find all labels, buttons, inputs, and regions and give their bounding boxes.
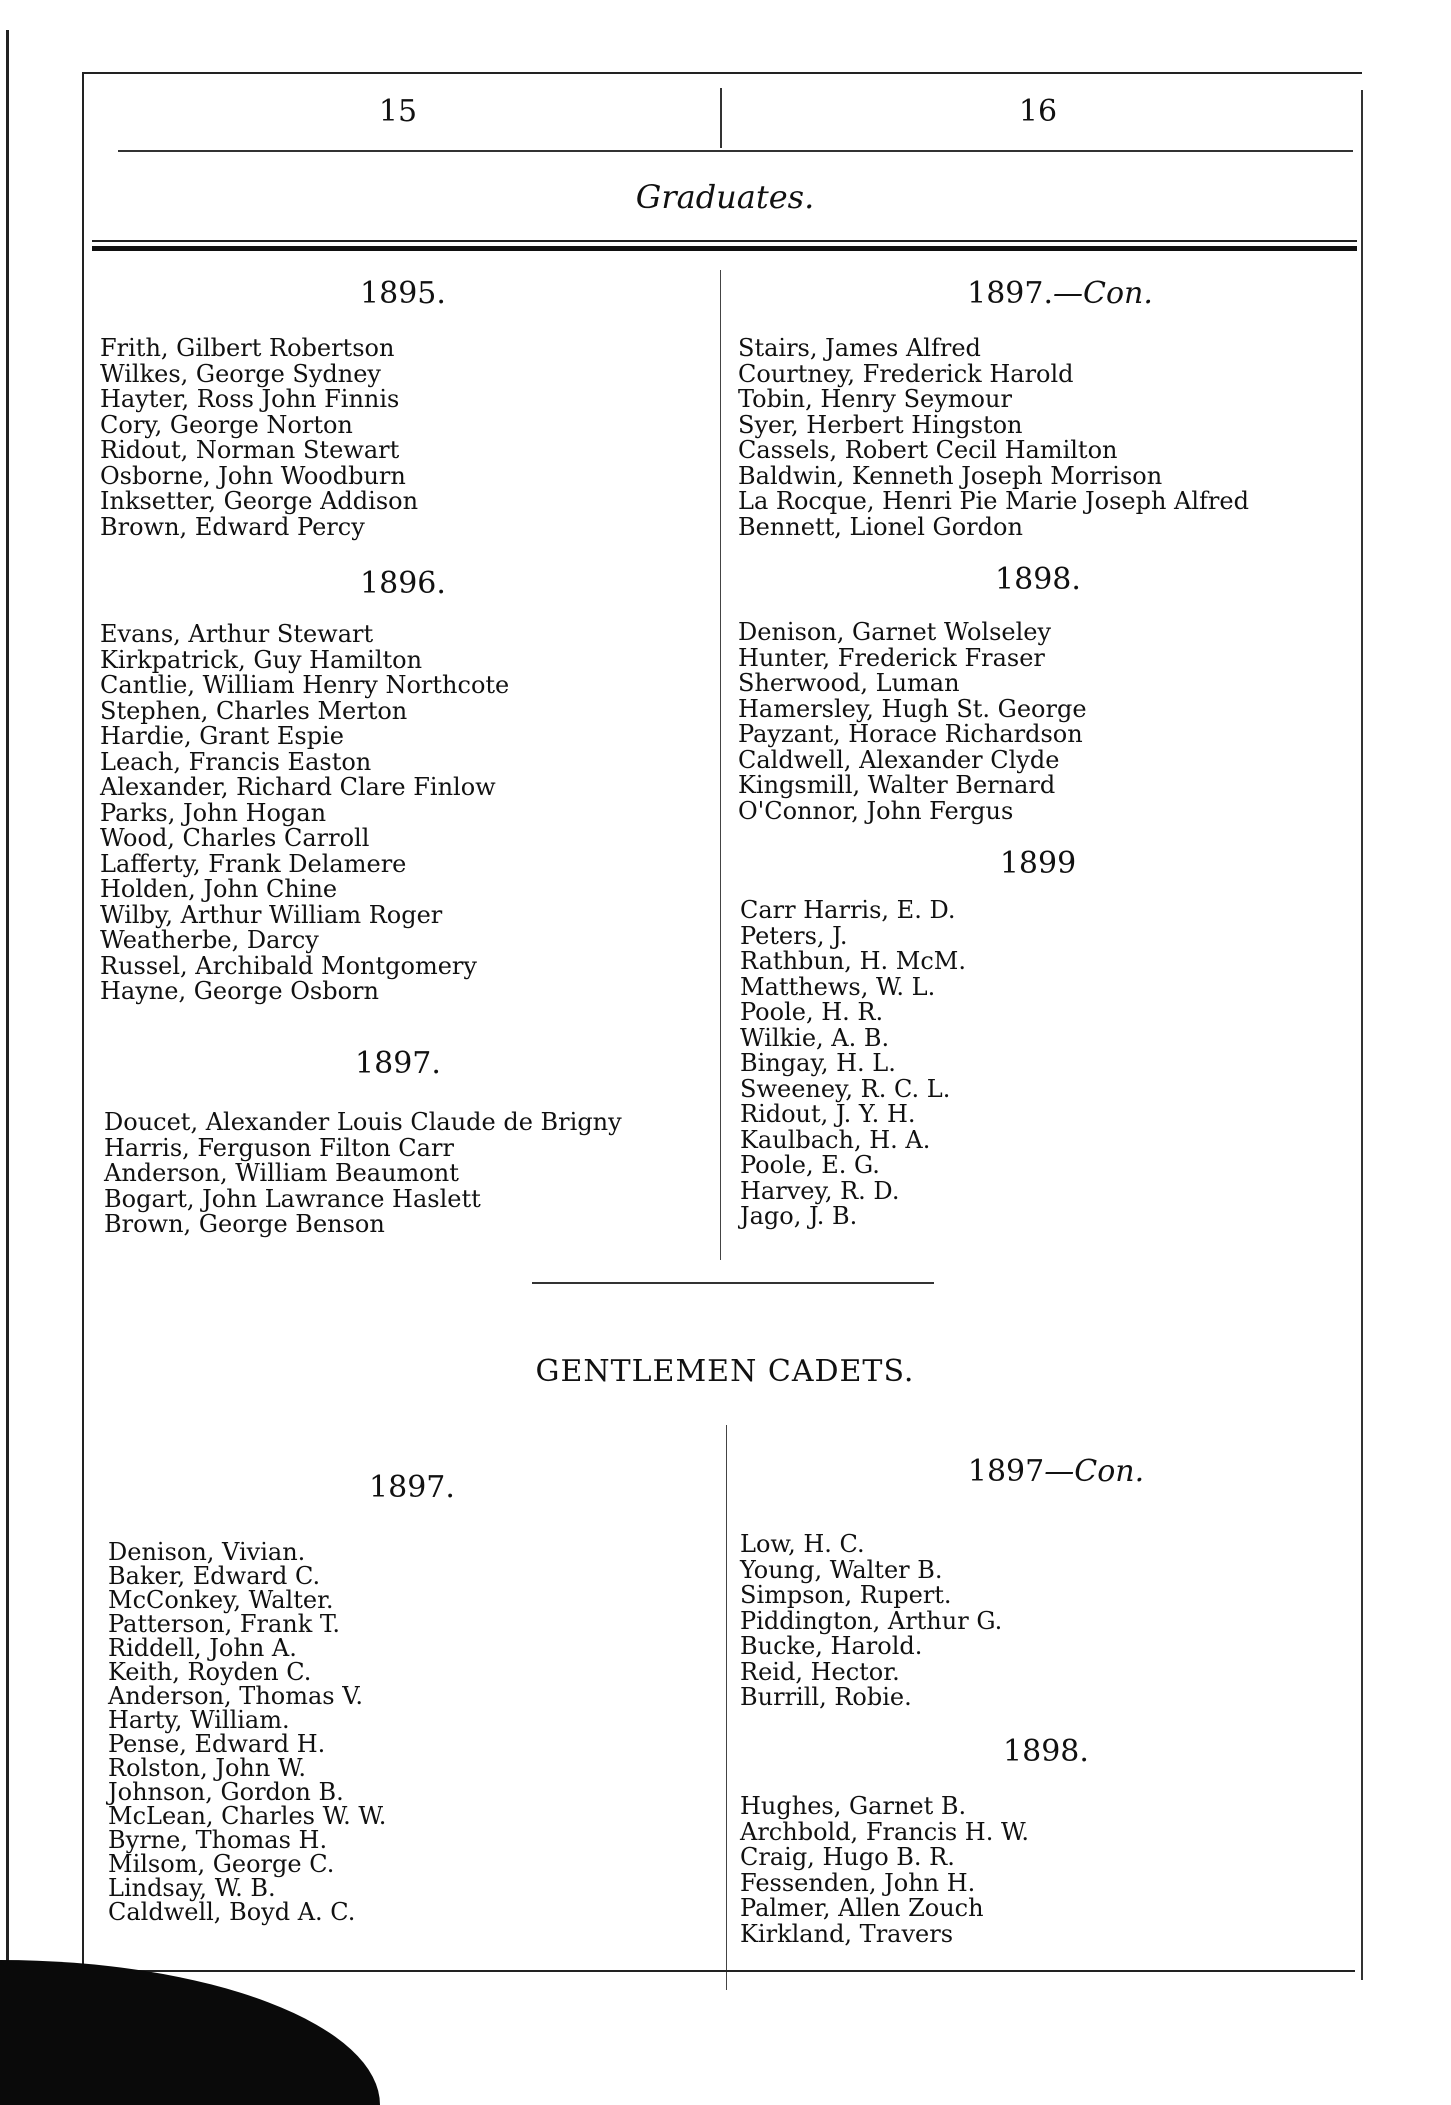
name-list xyxy=(100,622,509,1005)
list-item: Lafferty, Frank Delamere xyxy=(100,849,407,878)
year-heading xyxy=(876,1454,1236,1489)
name-list xyxy=(738,336,1249,540)
year-label: 1897 xyxy=(967,1454,1045,1489)
year-heading xyxy=(880,276,1240,311)
list-item: Baldwin, Kenneth Joseph Morrison xyxy=(738,461,1163,490)
list-item: Bennett, Lionel Gordon xyxy=(738,512,1023,541)
list-item: Byrne, Thomas H. xyxy=(108,1826,328,1854)
list-item: Sweeney, R. C. L. xyxy=(740,1074,951,1103)
list-item: Keith, Royden C. xyxy=(108,1658,312,1686)
list-item: Cantlie, William Henry Northcote xyxy=(100,671,510,699)
list-item: Rolston, John W. xyxy=(108,1754,307,1782)
list-item: Syer, Herbert Hingston xyxy=(738,410,1023,439)
section-separator xyxy=(532,1282,934,1284)
list-item: Poole, E. G. xyxy=(740,1151,880,1179)
frame-right-rule xyxy=(1361,90,1363,1980)
list-item: Tobin, Henry Seymour xyxy=(738,385,1012,413)
list-item: Fessenden, John H. xyxy=(740,1868,976,1897)
year-label: 1897. xyxy=(967,276,1053,311)
list-item: Kirkpatrick, Guy Hamilton xyxy=(100,645,423,674)
list-item: Kaulbach, H. A. xyxy=(740,1125,931,1154)
list-item: Stairs, James Alfred xyxy=(738,334,981,362)
name-list xyxy=(100,336,418,540)
header-divider xyxy=(720,88,722,148)
year-heading: 1899 xyxy=(999,846,1077,881)
cadets-title: GENTLEMEN CADETS. xyxy=(535,1354,915,1389)
list-item: Wilby, Arthur William Roger xyxy=(100,900,443,929)
list-item: Young, Walter B. xyxy=(740,1555,943,1584)
list-item: Anderson, William Beaumont xyxy=(104,1159,459,1187)
list-item: Denison, Garnet Wolseley xyxy=(738,618,1052,646)
graduates-column-divider xyxy=(720,270,721,1260)
cadets-column-divider xyxy=(726,1425,727,1990)
list-item: Ridout, Norman Stewart xyxy=(100,436,400,464)
list-item: Denison, Vivian. xyxy=(108,1538,306,1566)
year-heading: 1898. xyxy=(1003,1734,1089,1769)
year-heading: 1897. xyxy=(369,1470,455,1505)
list-item: Peters, J. xyxy=(740,921,848,950)
list-item: Simpson, Rupert. xyxy=(740,1581,952,1609)
list-item: Johnson, Gordon B. xyxy=(108,1778,344,1806)
list-item: Riddell, John A. xyxy=(108,1634,297,1662)
name-list xyxy=(740,1532,1002,1711)
list-item: Baker, Edward C. xyxy=(108,1562,321,1590)
list-item: Wood, Charles Carroll xyxy=(100,824,370,852)
list-item: Carr Harris, E. D. xyxy=(740,896,956,924)
frame-top-rule xyxy=(82,72,1362,74)
name-list xyxy=(108,1540,386,1924)
name-list xyxy=(740,898,966,1230)
list-item: Cassels, Robert Cecil Hamilton xyxy=(738,436,1118,464)
list-item: Sherwood, Luman xyxy=(738,669,960,697)
year-heading: 1898. xyxy=(995,562,1081,597)
list-item: Ridout, J. Y. H. xyxy=(740,1100,916,1128)
page-number-right: 16 xyxy=(1018,94,1058,129)
page-number-left: 15 xyxy=(378,94,418,129)
list-item: Kirkland, Travers xyxy=(740,1919,954,1948)
list-item: Holden, John Chine xyxy=(100,875,338,903)
list-item: Anderson, Thomas V. xyxy=(108,1682,363,1710)
list-item: Palmer, Allen Zouch xyxy=(740,1894,984,1922)
list-item: Bogart, John Lawrance Haslett xyxy=(104,1184,481,1213)
list-item: Inksetter, George Addison xyxy=(100,487,419,515)
list-item: McConkey, Walter. xyxy=(108,1586,334,1614)
list-item: O'Connor, John Fergus xyxy=(738,796,1014,825)
list-item: Archbold, Francis H. W. xyxy=(740,1817,1030,1846)
header-rule xyxy=(118,150,1353,152)
list-item: Stephen, Charles Merton xyxy=(100,696,408,725)
list-item: Doucet, Alexander Louis Claude de Brigny xyxy=(104,1108,622,1136)
continued-label: —Con. xyxy=(1044,1454,1145,1489)
list-item: Matthews, W. L. xyxy=(740,972,936,1001)
list-item: Pense, Edward H. xyxy=(108,1730,326,1758)
list-item: Milsom, George C. xyxy=(108,1850,335,1878)
list-item: Payzant, Horace Richardson xyxy=(738,720,1083,748)
list-item: Brown, George Benson xyxy=(104,1210,385,1238)
list-item: Harty, William. xyxy=(108,1706,290,1734)
list-item: Hayne, George Osborn xyxy=(100,977,379,1005)
list-item: Rathbun, H. McM. xyxy=(740,947,966,975)
list-item: Parks, John Hogan xyxy=(100,798,327,827)
list-item: Leach, Francis Easton xyxy=(100,747,372,776)
list-item: Caldwell, Alexander Clyde xyxy=(738,745,1060,774)
double-rule-thick xyxy=(92,246,1357,251)
name-list xyxy=(740,1794,1029,1947)
name-list xyxy=(104,1110,622,1238)
list-item: Piddington, Arthur G. xyxy=(740,1606,1003,1635)
list-item: Alexander, Richard Clare Finlow xyxy=(100,773,496,801)
year-heading: 1895. xyxy=(360,276,446,311)
list-item: Harris, Ferguson Filton Carr xyxy=(104,1133,454,1162)
list-item: Hayter, Ross John Finnis xyxy=(100,385,400,413)
list-item: Evans, Arthur Stewart xyxy=(100,620,374,648)
list-item: Courtney, Frederick Harold xyxy=(738,359,1074,388)
list-item: Cory, George Norton xyxy=(100,410,353,439)
list-item: Hamersley, Hugh St. George xyxy=(738,694,1087,723)
list-item: Frith, Gilbert Robertson xyxy=(100,334,395,362)
list-item: Hunter, Frederick Fraser xyxy=(738,643,1045,672)
list-item: Kingsmill, Walter Bernard xyxy=(738,771,1056,799)
list-item: Wilkes, George Sydney xyxy=(100,359,381,388)
list-item: Wilkie, A. B. xyxy=(740,1023,890,1052)
list-item: Weatherbe, Darcy xyxy=(100,926,319,954)
name-list xyxy=(738,620,1087,824)
bottom-rule xyxy=(100,1970,1355,1972)
page-edge-mark xyxy=(6,30,9,2030)
list-item: Harvey, R. D. xyxy=(740,1176,900,1205)
double-rule-thin xyxy=(92,240,1357,242)
list-item: Bucke, Harold. xyxy=(740,1632,923,1660)
continued-label: —Con. xyxy=(1053,276,1153,311)
list-item: Lindsay, W. B. xyxy=(108,1874,276,1902)
year-heading: 1897. xyxy=(355,1046,441,1081)
section-title: Graduates. xyxy=(635,178,815,216)
list-item: Jago, J. B. xyxy=(740,1202,858,1230)
frame-left-rule xyxy=(82,72,84,1982)
list-item: Hughes, Garnet B. xyxy=(740,1792,967,1820)
list-item: Osborne, John Woodburn xyxy=(100,461,406,490)
list-item: Bingay, H. L. xyxy=(740,1049,896,1077)
list-item: Low, H. C. xyxy=(740,1530,865,1558)
scan-shadow xyxy=(0,1960,380,2105)
list-item: La Rocque, Henri Pie Marie Joseph Alfred xyxy=(738,487,1249,515)
list-item: Burrill, Robie. xyxy=(740,1683,912,1711)
list-item: Brown, Edward Percy xyxy=(100,512,365,541)
list-item: Russel, Archibald Montgomery xyxy=(100,951,477,980)
list-item: Poole, H. R. xyxy=(740,998,884,1026)
list-item: Caldwell, Boyd A. C. xyxy=(108,1898,356,1926)
list-item: Hardie, Grant Espie xyxy=(100,722,344,750)
list-item: Reid, Hector. xyxy=(740,1657,900,1686)
list-item: Patterson, Frank T. xyxy=(108,1610,340,1638)
list-item: Craig, Hugo B. R. xyxy=(740,1843,955,1871)
list-item: McLean, Charles W. W. xyxy=(108,1802,387,1830)
year-heading: 1896. xyxy=(360,566,446,601)
